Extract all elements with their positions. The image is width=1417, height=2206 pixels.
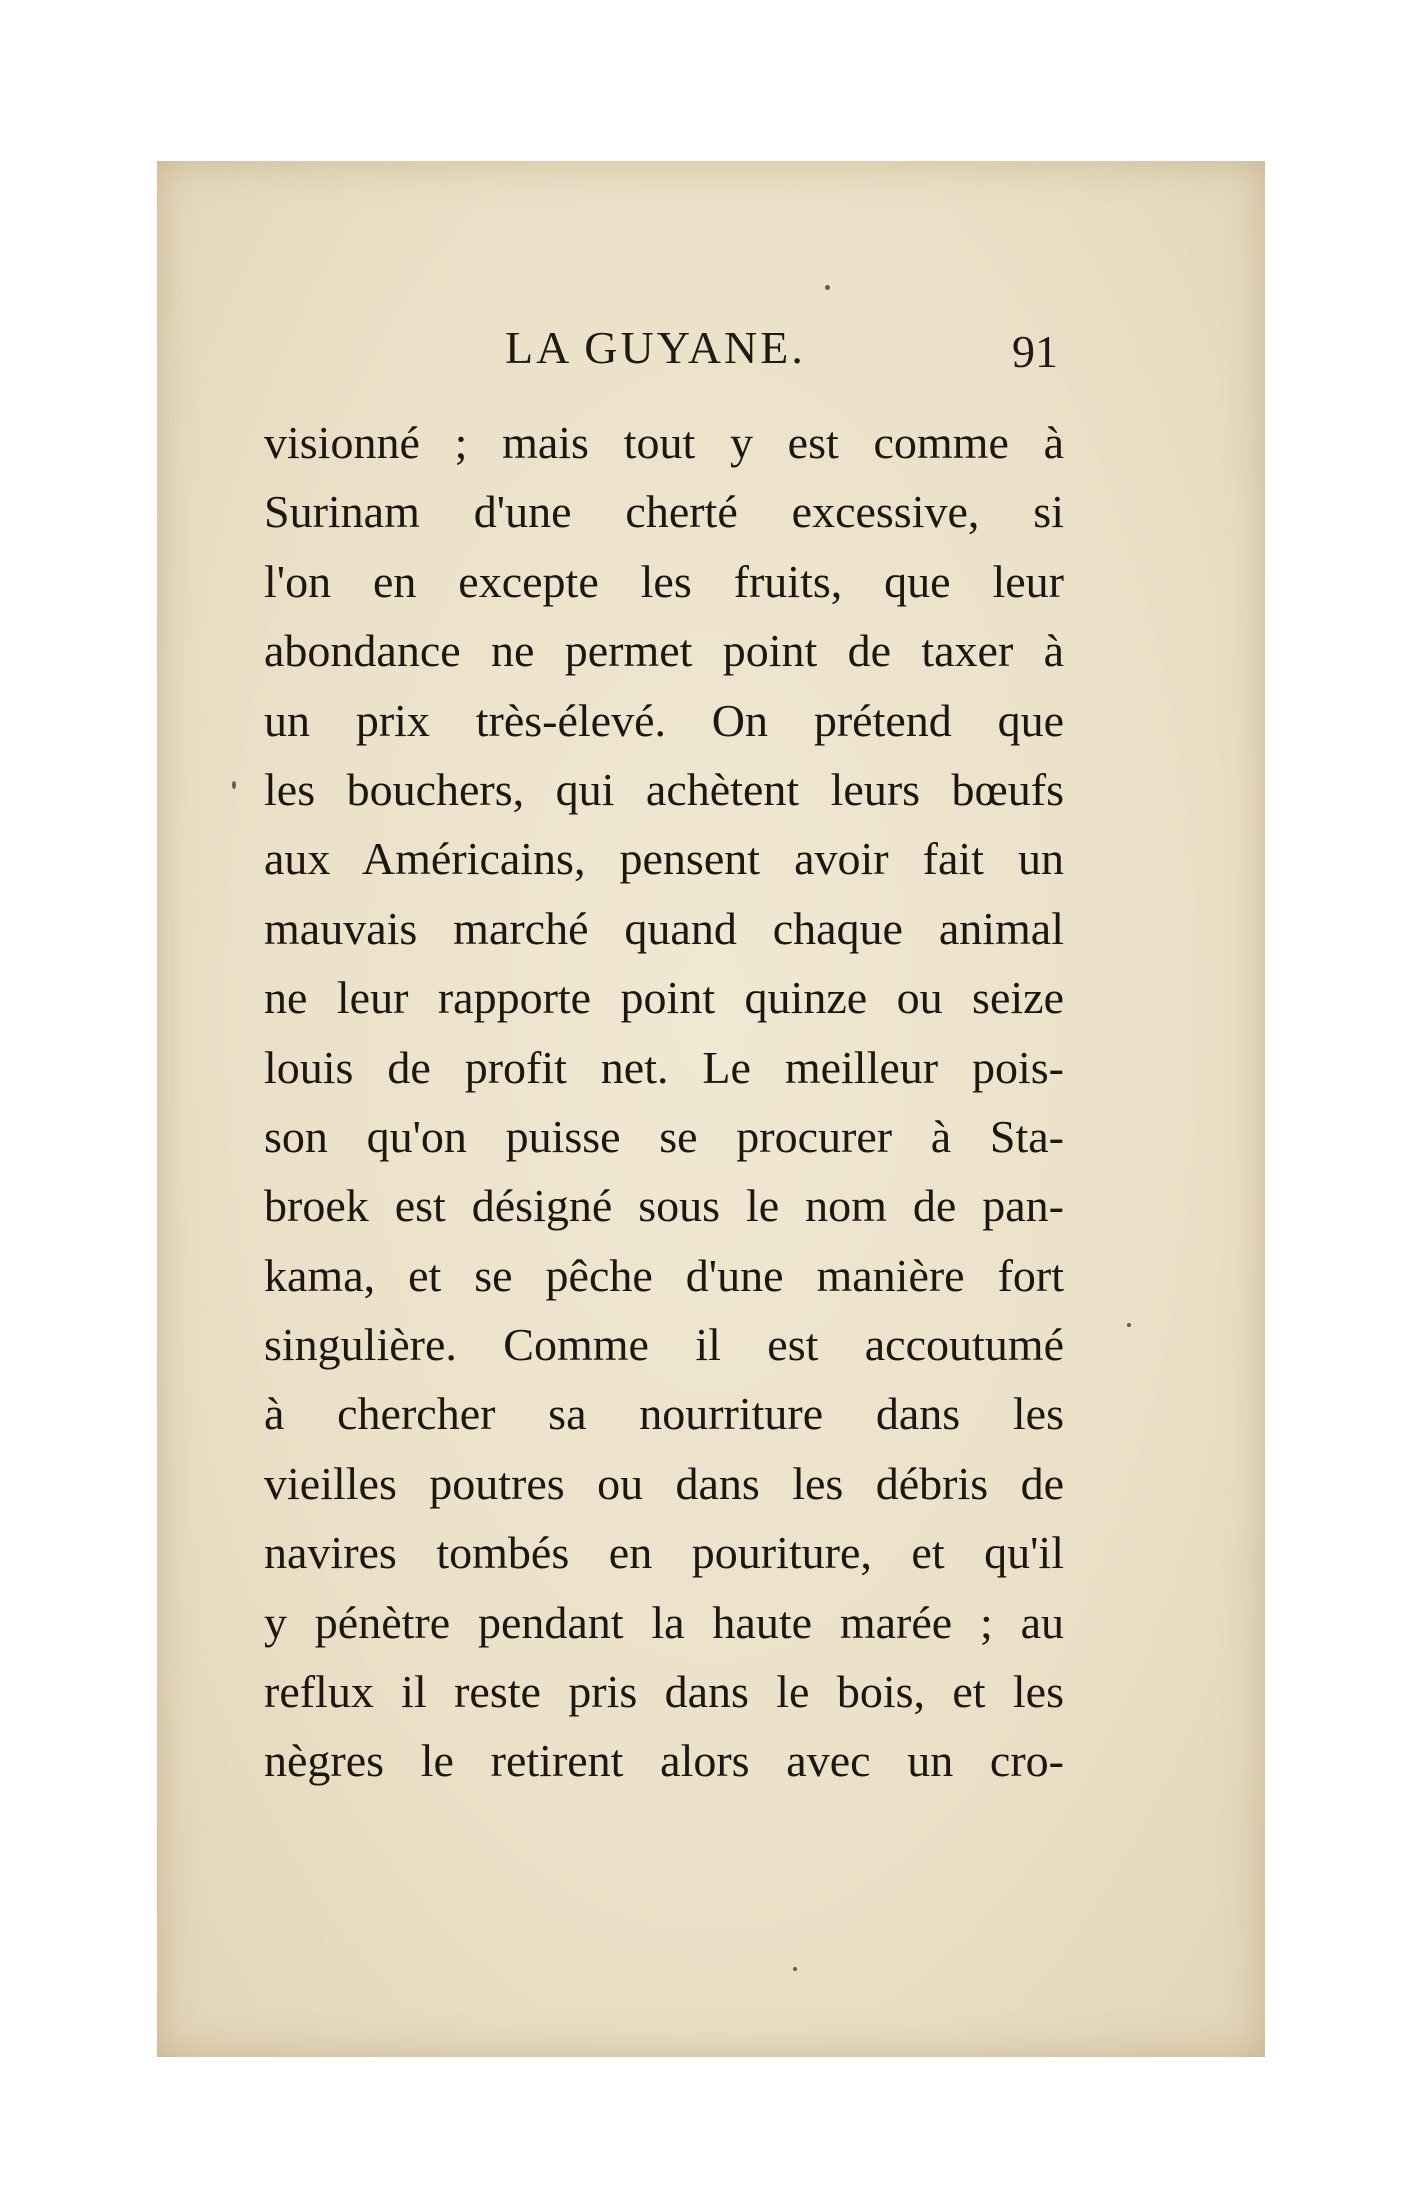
paper-speck xyxy=(1127,1323,1131,1327)
text-line: abondance ne permet point de taxer à xyxy=(264,625,1064,677)
text-line: Surinam d'une cherté excessive, si xyxy=(264,486,1064,538)
text-line: navires tombés en pouriture, et qu'il xyxy=(264,1527,1064,1579)
running-title: LA GUYANE. xyxy=(505,322,806,373)
text-line: un prix très-élevé. On prétend que xyxy=(264,694,1064,746)
text-line: kama, et se pêche d'une manière fort xyxy=(264,1249,1064,1301)
paper-speck xyxy=(232,781,236,789)
text-line: broek est désigné sous le nom de pan- xyxy=(264,1180,1064,1232)
page-number: 91 xyxy=(1012,326,1058,377)
body-text xyxy=(264,408,1064,1796)
text-line: aux Américains, pensent avoir fait un xyxy=(264,833,1064,885)
text-line: visionné ; mais tout y est comme à xyxy=(264,417,1064,468)
text-line: vieilles poutres ou dans les débris de xyxy=(264,1457,1064,1509)
text-line: l'on en excepte les fruits, que leur xyxy=(264,555,1064,607)
text-line: nègres le retirent alors avec un cro- xyxy=(264,1735,1064,1787)
text-line: ne leur rapporte point quinze ou seize xyxy=(264,972,1064,1024)
text-line: y pénètre pendant la haute marée ; au xyxy=(264,1596,1064,1648)
text-line: son qu'on puisse se procurer à Sta- xyxy=(264,1110,1064,1162)
text-line: singulière. Comme il est accoutumé xyxy=(264,1319,1064,1371)
text-line: à chercher sa nourriture dans les xyxy=(264,1388,1064,1440)
text-line: mauvais marché quand chaque animal xyxy=(264,902,1064,954)
text-line: louis de profit net. Le meilleur pois- xyxy=(264,1041,1064,1093)
text-line: reflux il reste pris dans le bois, et les xyxy=(264,1666,1064,1718)
text-line: les bouchers, qui achètent leurs bœufs xyxy=(264,763,1064,815)
page-header xyxy=(157,321,1265,381)
paper-speck xyxy=(793,1967,797,1971)
paper-speck xyxy=(825,285,830,290)
book-page xyxy=(157,161,1265,2057)
